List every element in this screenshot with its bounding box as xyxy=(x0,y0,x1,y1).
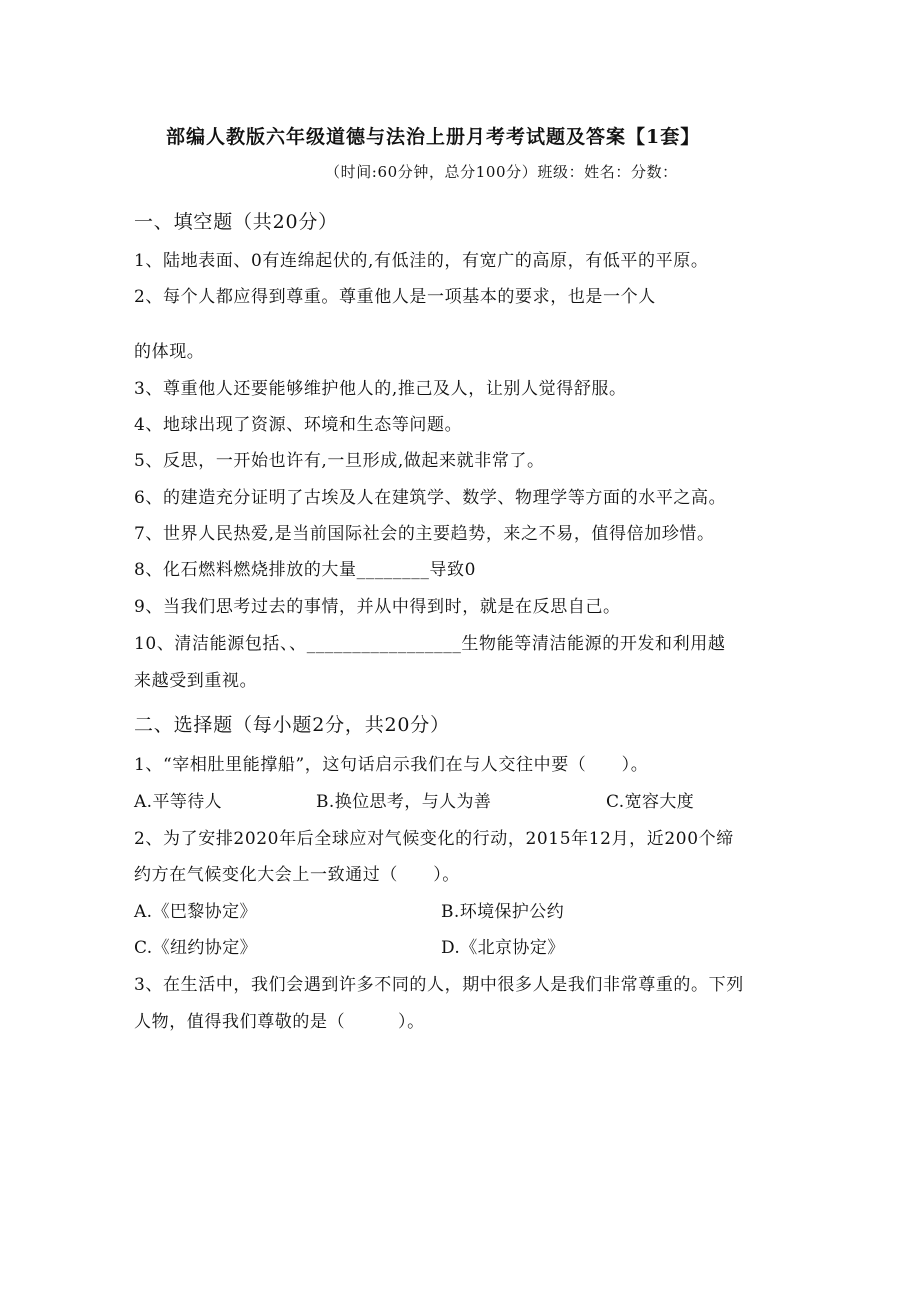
fill-question-6: 6、的建造充分证明了古埃及人在建筑学、数学、物理学等方面的水平之高。 xyxy=(134,488,727,508)
fill-question-4: 4、地球出现了资源、环境和生态等问题。 xyxy=(134,415,463,435)
fill-question-10: 10、清洁能源包括、、_________________生物能等清洁能源的开发和利用越 xyxy=(134,634,726,654)
fill-question-2-continued: 的体现。 xyxy=(134,342,205,362)
fill-question-7: 7、世界人民热爱,是当前国际社会的主要趋势，来之不易，值得倍加珍惜。 xyxy=(134,524,715,544)
choice-question-2: 2、为了安排2020年后全球应对气候变化的行动，2015年12月，近200个缔 xyxy=(134,829,734,849)
choice-question-3: 3、在生活中，我们会遇到许多不同的人，期中很多人是我们非常尊重的。下列 xyxy=(134,975,744,995)
section-heading-fill-blank: 一、填空题（共20分） xyxy=(134,211,338,233)
fill-question-1: 1、陆地表面、0有连绵起伏的,有低洼的，有宽广的高原，有低平的平原。 xyxy=(134,251,709,271)
choice-1-option-c: C.宽容大度 xyxy=(606,792,695,812)
choice-question-1: 1、“宰相肚里能撑船”，这句话启示我们在与人交往中要（ ）。 xyxy=(134,755,649,775)
choice-2-option-d: D.《北京协定》 xyxy=(441,938,565,958)
fill-question-2: 2、每个人都应得到尊重。尊重他人是一项基本的要求，也是一个人 xyxy=(134,287,656,307)
fill-question-9: 9、当我们思考过去的事情，并从中得到时，就是在反思自己。 xyxy=(134,597,621,617)
document-title: 部编人教版六年级道德与法治上册月考考试题及答案【1套】 xyxy=(166,126,701,148)
section-heading-choice: 二、选择题（每小题2分，共20分） xyxy=(134,714,450,736)
choice-question-2-continued: 约方在气候变化大会上一致通过（ ）。 xyxy=(134,865,460,885)
choice-2-option-a: A.《巴黎协定》 xyxy=(134,902,257,922)
choice-2-option-b: B.环境保护公约 xyxy=(441,902,565,922)
choice-1-option-b: B.换位思考，与人为善 xyxy=(316,792,492,812)
fill-question-8: 8、化石燃料燃烧排放的大量________导致0 xyxy=(134,560,477,580)
fill-question-3: 3、尊重他人还要能够维护他人的,推己及人，让别人觉得舒服。 xyxy=(134,379,627,399)
choice-1-option-a: A.平等待人 xyxy=(134,792,223,812)
fill-question-10-continued: 来越受到重视。 xyxy=(134,671,258,691)
choice-2-option-c: C.《纽约协定》 xyxy=(134,938,258,958)
fill-question-5: 5、反思，一开始也许有,一旦形成,做起来就非常了。 xyxy=(134,451,545,471)
exam-info: （时间:60分钟，总分100分）班级：姓名：分数： xyxy=(325,163,678,181)
choice-question-3-continued: 人物，值得我们尊敬的是（ ）。 xyxy=(134,1012,425,1032)
